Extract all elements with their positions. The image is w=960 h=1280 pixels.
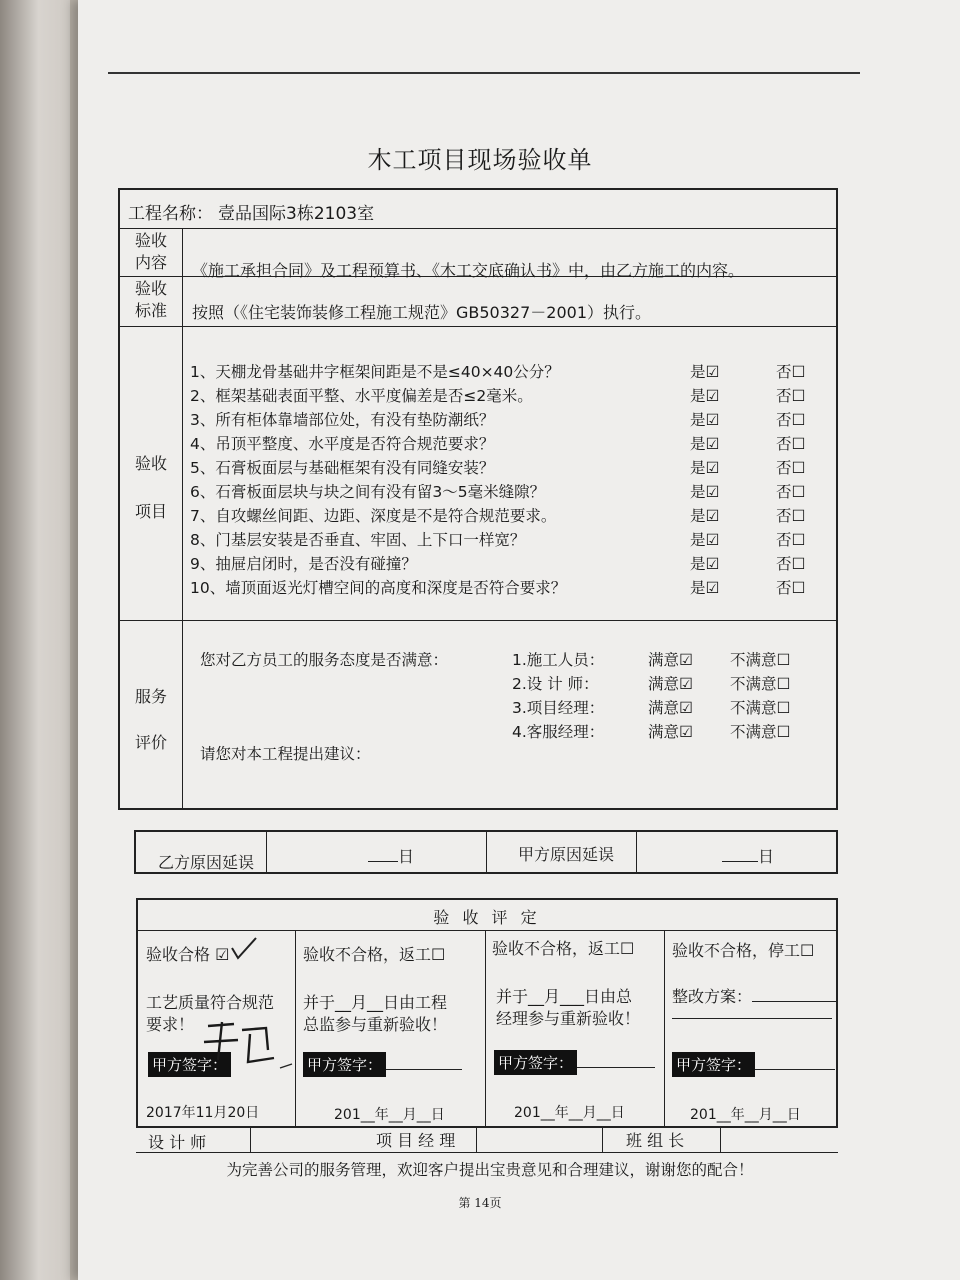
service-staff-label: 1.施工人员： (512, 651, 605, 669)
evaluation-header: 验 收 评 定 (433, 908, 541, 927)
project-name-value: 壹品国际3栋2103室 (218, 204, 375, 224)
pass-text-2: 要求！ (146, 1015, 195, 1034)
no-checkbox[interactable]: 否☐ (776, 531, 806, 549)
signature-line (280, 1064, 292, 1068)
delay-table (134, 830, 838, 874)
content-text: 《施工承担合同》及工程预算书、《木工交底确认书》中，由乙方施工的内容。 (192, 261, 745, 280)
cell-divider (486, 832, 487, 872)
inspection-item-question: 5、石膏板面层与基础框架有没有同缝安装？ (190, 459, 495, 477)
inspection-item-question: 2、框架基础表面平整、水平度偏差是否≤2毫米。 (190, 387, 533, 405)
roles-bar (136, 1126, 838, 1156)
inspection-item-question: 7、自攻螺丝间距、边距、深度是不是符合规范要求。 (190, 507, 557, 525)
service-label: 服务 评价 (134, 687, 167, 752)
service-staff-label: 3.项目经理： (512, 699, 605, 717)
row-divider (120, 228, 836, 229)
yes-checkbox[interactable]: 是☑ (690, 459, 720, 477)
service-staff-label: 2.设 计 师： (512, 675, 599, 693)
party-a-delay-label: 甲方原因延误 (518, 845, 615, 864)
yes-checkbox[interactable]: 是☑ (690, 387, 720, 405)
foreman-label: 班 组 长 (626, 1131, 685, 1150)
project-name-label: 工程名称： (128, 204, 213, 224)
header-rule (108, 72, 860, 74)
yes-checkbox[interactable]: 是☑ (690, 579, 720, 597)
pass-text-1: 工艺质量符合规范 (146, 993, 275, 1012)
inspection-item-row (190, 456, 830, 480)
designer-label: 设 计 师 (148, 1133, 207, 1152)
no-checkbox[interactable]: 否☐ (776, 411, 806, 429)
party-b-delay-label: 乙方原因延误 (158, 853, 255, 872)
cell-divider (476, 1126, 477, 1152)
party-a-delay-days[interactable]: 日 (722, 844, 774, 867)
no-checkbox[interactable]: 否☐ (776, 363, 806, 381)
pass-check-mark (232, 938, 256, 958)
standard-label: 验收 标准 (134, 279, 167, 320)
cell-divider (266, 832, 267, 872)
unsatisfied-checkbox[interactable]: 不满意☐ (730, 699, 791, 717)
pass-date: 2017年11月20日 (146, 1105, 260, 1121)
page-number: 第 14页 (458, 1196, 502, 1210)
inspection-item-row (190, 504, 830, 528)
inspection-item-question: 6、石膏板面层块与块之间有没有留3～5毫米缝隙？ (190, 483, 546, 501)
inspection-item-question: 1、天棚龙骨基础井字框架间距是不是≤40×40公分？ (190, 363, 560, 381)
form-title: 木工项目现场验收单 (367, 146, 593, 174)
fail-rework-gm-sign-label: 甲方签字： (494, 1050, 655, 1075)
party-b-delay-days[interactable]: 日 (368, 844, 414, 867)
book-binding (0, 0, 70, 1280)
inspection-item-question: 3、所有柜体靠墙部位处，有没有垫防潮纸？ (190, 411, 495, 429)
no-checkbox[interactable]: 否☐ (776, 387, 806, 405)
yes-checkbox[interactable]: 是☑ (690, 507, 720, 525)
satisfied-checkbox[interactable]: 满意☑ (648, 651, 693, 669)
fail-rework-date: 201__年__月__日 (334, 1107, 445, 1123)
unsatisfied-checkbox[interactable]: 不满意☐ (730, 651, 791, 669)
row-divider (120, 326, 836, 327)
pass-sign-label: 甲方签字： (148, 1052, 231, 1077)
row-divider (120, 620, 836, 621)
satisfied-checkbox[interactable]: 满意☑ (648, 675, 693, 693)
cell-divider (602, 1126, 603, 1152)
yes-checkbox[interactable]: 是☑ (690, 555, 720, 573)
fail-stop-date: 201__年__月__日 (690, 1107, 801, 1123)
inspection-item-row (190, 480, 830, 504)
fail-rework-gm-text-2: 经理参与重新验收！ (496, 1009, 641, 1028)
fail-stop-title[interactable]: 验收不合格，停工☐ (672, 941, 815, 960)
pass-title[interactable]: 验收合格 ☑ (146, 945, 230, 964)
inspection-item-row (190, 432, 830, 456)
footer-note: 为完善公司的服务管理，欢迎客户提出宝贵意见和合理建议，谢谢您的配合！ (226, 1161, 754, 1179)
satisfied-checkbox[interactable]: 满意☑ (648, 723, 693, 741)
no-checkbox[interactable]: 否☐ (776, 507, 806, 525)
inspection-item-question: 9、抽屉启闭时，是否没有碰撞？ (190, 555, 417, 573)
cell-divider (720, 1126, 721, 1152)
fail-stop-plan-label: 整改方案： (672, 984, 838, 1007)
no-checkbox[interactable]: 否☐ (776, 579, 806, 597)
cell-divider (636, 832, 637, 872)
content-label: 验收 内容 (134, 231, 167, 272)
yes-checkbox[interactable]: 是☑ (690, 435, 720, 453)
standard-text: 按照（《住宅装饰装修工程施工规范》GB50327－2001）执行。 (192, 303, 651, 322)
no-checkbox[interactable]: 否☐ (776, 483, 806, 501)
inspection-item-question: 4、吊顶平整度、水平度是否符合规范要求？ (190, 435, 495, 453)
fail-rework-text-1: 并于__月__日由工程 (303, 993, 448, 1012)
evaluation-table (136, 898, 838, 1128)
items-label: 验收 项目 (134, 454, 167, 521)
inspection-item-question: 8、门基层安装是否垂直、牢固、上下口一样宽？ (190, 531, 526, 549)
fail-rework-gm-title[interactable]: 验收不合格，返工☐ (492, 939, 635, 958)
inspection-item-row (190, 552, 830, 576)
unsatisfied-checkbox[interactable]: 不满意☐ (730, 675, 791, 693)
fail-rework-sign-label: 甲方签字： (303, 1052, 462, 1077)
fail-stop-sign-label: 甲方签字： (672, 1052, 835, 1077)
inspection-item-question: 10、墙顶面返光灯槽空间的高度和深度是否符合要求？ (190, 579, 567, 597)
no-checkbox[interactable]: 否☐ (776, 459, 806, 477)
roles-bottom-rule (136, 1152, 838, 1153)
yes-checkbox[interactable]: 是☑ (690, 411, 720, 429)
yes-checkbox[interactable]: 是☑ (690, 531, 720, 549)
inspection-item-row (190, 360, 830, 384)
label-column-divider (182, 228, 183, 810)
cell-divider (250, 1126, 251, 1152)
inspection-table (118, 188, 838, 810)
fail-rework-gm-date: 201__年__月__日 (514, 1105, 625, 1121)
suggestion-prompt: 请您对本工程提出建议： (200, 745, 371, 763)
service-question: 您对乙方员工的服务态度是否满意： (200, 651, 449, 669)
inspection-item-row (190, 528, 830, 552)
inspection-item-row (190, 408, 830, 432)
no-checkbox[interactable]: 否☐ (776, 435, 806, 453)
inspection-item-row (190, 576, 830, 600)
service-staff-label: 4.客服经理： (512, 723, 605, 741)
handwritten-marks (138, 900, 838, 1130)
fail-rework-text-2: 总监参与重新验收！ (303, 1015, 448, 1034)
no-checkbox[interactable]: 否☐ (776, 555, 806, 573)
yes-checkbox[interactable]: 是☑ (690, 483, 720, 501)
fail-rework-title[interactable]: 验收不合格，返工☐ (303, 945, 446, 964)
unsatisfied-checkbox[interactable]: 不满意☐ (730, 723, 791, 741)
yes-checkbox[interactable]: 是☑ (690, 363, 720, 381)
inspection-item-row (190, 384, 830, 408)
signature-icon (204, 1022, 274, 1062)
project-manager-label: 项 目 经 理 (376, 1131, 456, 1150)
fail-rework-gm-text-1: 并于__月___日由总 (496, 987, 633, 1006)
satisfied-checkbox[interactable]: 满意☑ (648, 699, 693, 717)
